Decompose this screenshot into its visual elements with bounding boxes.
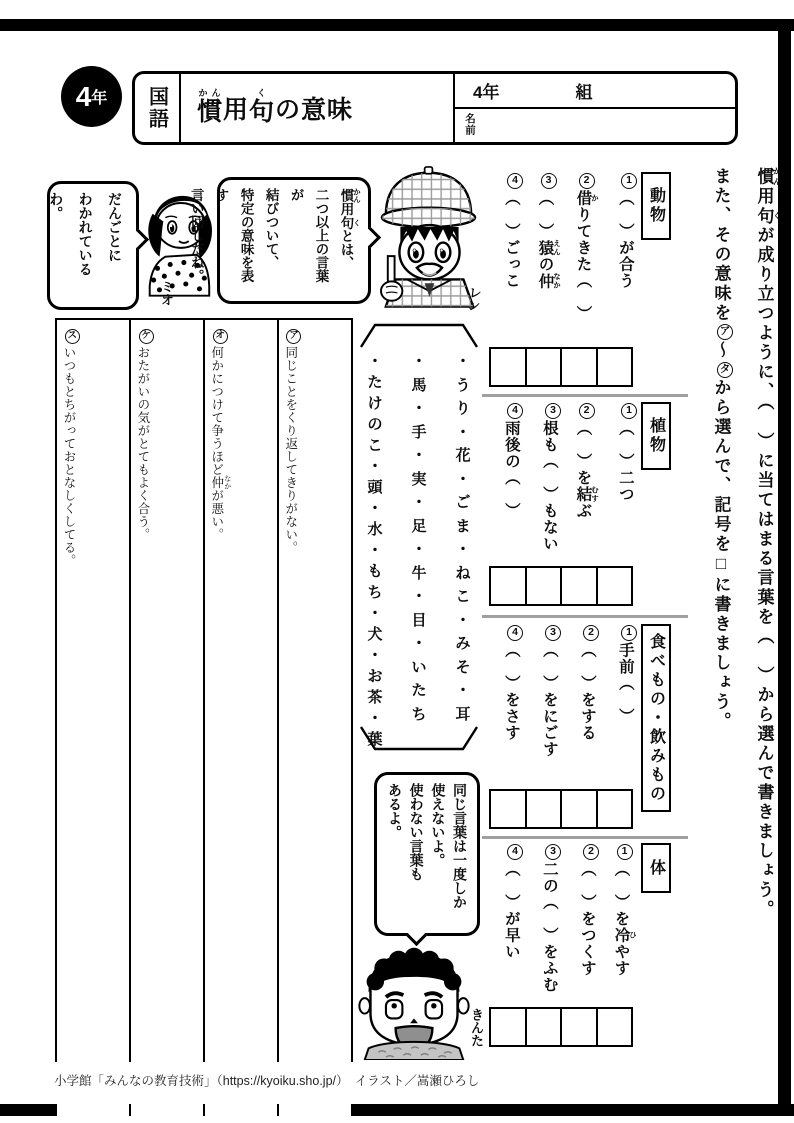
answer-box[interactable] [525,566,563,606]
answer-boxes-plants [489,566,633,606]
answer-boxes-food-drink [489,789,633,829]
idiom-item: 2借 かりてきた（ ） [574,174,600,322]
word-bank-column: ・ う り ・ 花 ・ ご ま ・ ね こ ・ み そ ・ 耳 [455,353,471,723]
kinta-illustration [356,942,472,1060]
answer-box[interactable] [596,789,634,829]
section-divider [482,394,688,397]
answer-box[interactable] [489,566,527,606]
idiom-item: 2（ ）をつくす [563,843,599,1016]
grade-number: 4 [75,80,92,112]
frame-bar-top [0,19,794,31]
name-field[interactable] [455,109,735,142]
word-bank-bracket-top [358,322,480,348]
footer-credit: 小学館「みんなの教育技術」（https://kyoiku.sho.jp/） イラスト／嵩瀬ひろし [54,1074,480,1088]
idiom-item: 3二の（ ）をふむ [525,843,561,1016]
name-label: 名前 [464,113,476,136]
meaning-cell: スいつもとちがっておとなしくしてる。 [57,320,129,1123]
answer-box[interactable] [489,789,527,829]
answer-box[interactable] [489,347,527,387]
section-label-plants: 植物 [641,402,671,470]
meanings-table [55,318,353,1062]
section-items-animals [483,172,637,345]
idiom-item: 1（ ）を冷 ひやす [612,845,638,977]
answer-box[interactable] [525,347,563,387]
section-label-food-drink: 食べもの・飲みもの [641,624,671,812]
answer-box[interactable] [560,789,598,829]
meaning-cell: ケおたがいの気がとてもよく合う。 [131,320,203,1123]
meaning-cell: ア同じことをくり返してきりがない。 [279,320,351,1123]
answer-boxes-body [489,1007,633,1047]
answer-box[interactable] [489,1007,527,1047]
subject-label: 国語 [145,86,168,130]
section-divider [482,836,688,839]
student-info-box [453,74,735,142]
word-bank [358,322,480,752]
section-label-animals: 動物 [641,172,671,240]
answer-box[interactable] [596,566,634,606]
class-grade-label: 4年 [473,83,500,102]
idiom-item: 4（ ）が早い [487,843,523,1016]
class-row[interactable] [455,74,735,109]
answer-boxes-animals [489,347,633,387]
idiom-item: 1（ ）が合う [601,172,637,345]
idiom-item: 3（ ）猿 えんの仲 なか [536,174,562,290]
answer-box[interactable] [596,1007,634,1047]
idiom-item: 1手前（ ） [601,624,637,797]
instruction-line-1: 慣 かん用句 くが成り立つように、（ ）に当てはまる言葉を（ ）から選んで書きましょう。 [754,167,782,920]
answer-box[interactable] [596,347,634,387]
idiom-item: 2（ ）をする [563,624,599,797]
answer-box[interactable] [560,566,598,606]
word-bank-words [364,350,474,748]
grade-badge [61,66,122,127]
word-bank-column: ・ た け の こ ・ 頭 ・ 水 ・ も ち ・ 犬 ・ お 茶 ・ 葉 [367,353,383,748]
answer-box[interactable] [525,789,563,829]
mio-speech-text: だんごとに わかれているわ。 [48,192,123,276]
word-bank-bracket-bottom [358,726,480,752]
answer-box[interactable] [560,347,598,387]
answer-box[interactable] [560,1007,598,1047]
page-title: 慣かん 用 句く の意味 [197,88,354,126]
header-box [132,71,738,145]
idiom-item: 3根も（ ）もない [525,402,561,575]
idiom-item: 4（ ）をさす [487,624,523,797]
ren-speech-bubble [188,177,371,304]
word-bank-column: ・ 馬 ・ 手 ・ 実 ・ 足 ・ 牛 ・ 目 ・ い た ち [411,353,427,723]
section-items-plants [483,402,637,575]
meaning-cell: オ何かにつけて争うほど仲 なかが悪い。 [205,320,277,1123]
grade-suffix: 年 [91,90,108,107]
section-divider [482,615,688,618]
idiom-item: 4（ ）ごっこ [487,172,523,345]
answer-box[interactable] [525,1007,563,1047]
section-items-food-drink [483,624,637,797]
idiom-item: 2（ ）を結 むすぶ [574,404,600,519]
kinta-name-label: きんた [469,1008,484,1047]
ren-speech-text: 慣 かん用句 くとは、 二つ以上の言葉が 結びついて、 特定の意味を表す 言い回しだね。 [188,188,362,283]
ren-name-label: レン [464,285,483,313]
section-items-body [483,843,637,1016]
idiom-item: 1（ ）二つ [601,402,637,575]
kumi-label: 組 [575,83,593,102]
kinta-speech-bubble [374,772,480,936]
idiom-item: 3（ ）をにごす [525,624,561,797]
subject-box [135,74,181,142]
mio-name-label: ミオ [159,280,174,306]
idiom-item: 4雨後の（ ） [487,402,523,575]
instruction-line-2: また、その意味をア～タから選んで、記号を□に書きましょう。 [689,167,733,732]
section-label-body: 体 [641,843,671,893]
kinta-speech-text: 同じ言葉は一度しか 使えないよ。 使わない言葉も あるよ。 [386,783,468,909]
mio-speech-bubble [47,181,139,310]
